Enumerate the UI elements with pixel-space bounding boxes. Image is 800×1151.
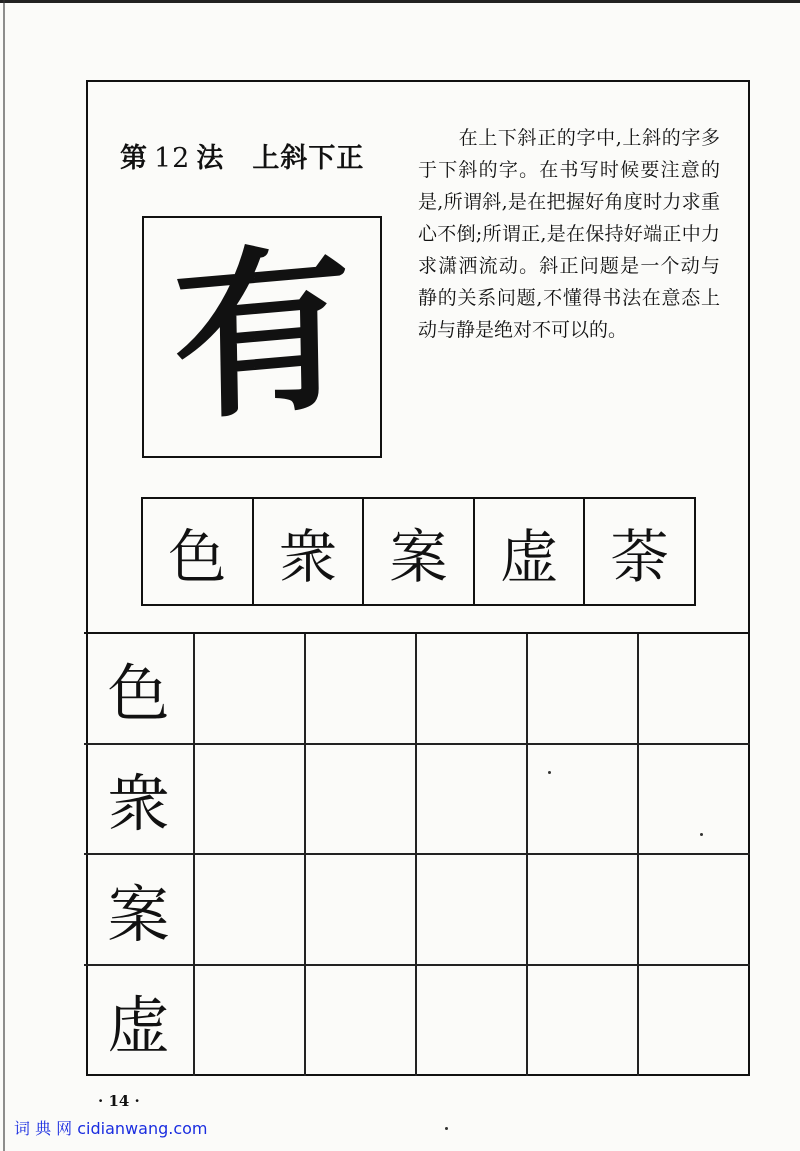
practice-model-character: 色	[84, 634, 195, 745]
lesson-title	[120, 136, 364, 175]
description-text: 在上下斜正的字中,上斜的字多于下斜的字。在书写时候要注意的是,所谓斜,是在把握好角度时力求重心不倒;所谓正,是在保持好端正中力求潇洒流动。斜正问题是一个动与静的关系问题,不懂得书法在意态上动与静是绝对不可以的。	[418, 127, 720, 341]
practice-cell[interactable]	[528, 745, 639, 856]
practice-cell[interactable]	[639, 745, 750, 856]
practice-cell[interactable]	[417, 966, 528, 1077]
sample-character: 虚	[475, 499, 586, 604]
sample-character: 衆	[254, 499, 365, 604]
practice-cell[interactable]	[417, 855, 528, 966]
practice-cell[interactable]	[306, 745, 417, 856]
practice-cell[interactable]	[417, 634, 528, 745]
page-number: · 14 ·	[98, 1092, 140, 1110]
practice-cell[interactable]	[195, 634, 306, 745]
practice-cell[interactable]	[639, 855, 750, 966]
sample-characters-row	[141, 497, 696, 606]
practice-cell[interactable]	[528, 855, 639, 966]
practice-cell[interactable]	[306, 634, 417, 745]
practice-cell[interactable]	[528, 966, 639, 1077]
practice-cell[interactable]	[639, 966, 750, 1077]
sample-character: 色	[143, 499, 254, 604]
scan-speck	[700, 833, 703, 836]
practice-model-character: 衆	[84, 745, 195, 856]
example-character: 有	[171, 221, 353, 446]
scan-speck	[445, 1127, 448, 1130]
practice-model-character: 案	[84, 855, 195, 966]
practice-cell[interactable]	[417, 745, 528, 856]
example-character-box	[142, 216, 382, 458]
practice-cell[interactable]	[528, 634, 639, 745]
practice-cell[interactable]	[195, 745, 306, 856]
lesson-description	[418, 122, 720, 346]
scan-speck	[548, 771, 551, 774]
lesson-subtitle: 上斜下正	[252, 143, 365, 174]
watermark-text: 词 典 网 cidianwang.com	[14, 1119, 208, 1138]
lesson-label-prefix: 第	[120, 143, 148, 174]
practice-cell[interactable]	[306, 966, 417, 1077]
lesson-number: 12	[154, 143, 191, 174]
practice-model-character: 虚	[84, 966, 195, 1077]
practice-cell[interactable]	[639, 634, 750, 745]
practice-cell[interactable]	[195, 966, 306, 1077]
practice-cell[interactable]	[195, 855, 306, 966]
practice-grid	[84, 632, 750, 1076]
sample-character: 案	[364, 499, 475, 604]
top-border-line	[0, 0, 800, 3]
lesson-label-suffix: 法	[196, 143, 225, 174]
sample-character: 荼	[610, 522, 669, 591]
left-scan-edge	[3, 0, 5, 1151]
practice-cell[interactable]	[306, 855, 417, 966]
